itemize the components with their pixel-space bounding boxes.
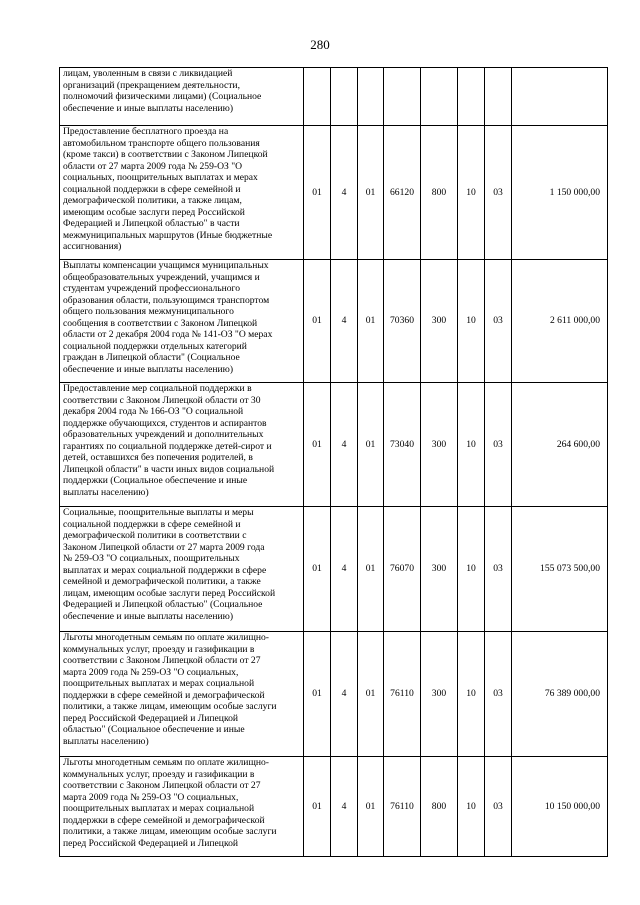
code-subsection: 03 [485, 383, 512, 507]
description-line: поощрительных выплатах и мерах социальной [63, 678, 255, 689]
description-line: марта 2009 года № 259-ОЗ "О социальных, [63, 791, 239, 803]
code-main-activity: 01 [358, 757, 384, 857]
code-expense-type [421, 68, 458, 126]
code-expense-type: 800 [421, 757, 458, 857]
code-subprogram: 4 [331, 260, 358, 383]
description-line: политики, а также лицам, имеющим особые заслуги [63, 826, 277, 837]
description-line: социальной поддержки в сфере семейной и [63, 183, 241, 195]
description-line: организаций (прекращением деятельности, [63, 79, 240, 91]
description-line: общего пользования межмуниципального [63, 306, 234, 317]
description-line: Социальные, поощрительные выплаты и меры [63, 507, 254, 518]
row-amount: 1 150 000,00 [512, 126, 608, 260]
row-description [60, 260, 304, 383]
budget-table [59, 67, 608, 857]
description-line: поддержки (Социальное обеспечение и иные [63, 475, 248, 486]
description-line: выплаты населению) [63, 735, 149, 747]
description-line: поддержки в сфере семейной и демографической [63, 814, 265, 826]
code-expense-type: 300 [421, 383, 458, 507]
description-line: соответствии с Законом Липецкой области от 30 [63, 394, 261, 406]
code-subprogram: 4 [331, 507, 358, 632]
code-direction: 76110 [384, 757, 421, 857]
code-section: 10 [458, 507, 485, 632]
code-program [304, 68, 331, 126]
code-main-activity: 01 [358, 126, 384, 260]
description-line: Выплаты компенсации учащимся муниципальных [63, 260, 269, 271]
code-subsection: 03 [485, 632, 512, 757]
code-main-activity: 01 [358, 507, 384, 632]
description-line: поддержки в сфере семейной и демографической [63, 689, 265, 701]
description-line: № 259-ОЗ "О социальных, поощрительных [63, 553, 240, 564]
code-subprogram: 4 [331, 632, 358, 757]
code-program: 01 [304, 383, 331, 507]
description-line: обеспечение и иные выплаты населению) [63, 102, 234, 114]
table-row [60, 757, 608, 857]
description-line: Предоставление мер социальной поддержки в [63, 383, 252, 394]
description-line: семейной и демографической политики, а также [63, 576, 261, 587]
description-line: областью" (Социальное обеспечение и иные [63, 724, 245, 735]
description-line: сообщения в соответствии с Законом Липецкой [63, 317, 258, 329]
row-description [60, 68, 304, 126]
description-line: Федерацией и Липецкой областью" в части [63, 218, 240, 229]
row-amount: 155 073 500,00 [512, 507, 608, 632]
row-amount: 264 600,00 [512, 383, 608, 507]
code-program: 01 [304, 757, 331, 857]
description-line: поощрительных выплатах и мерах социальной [63, 803, 255, 814]
description-line: Законом Липецкой области от 27 марта 2009 года [63, 541, 265, 553]
description-line: образовательных учреждений и дополнительных [63, 429, 264, 440]
code-subprogram: 4 [331, 757, 358, 857]
description-line: полномочий физическими лицами) (Социальное [63, 91, 262, 102]
description-line: демографической политики в соответствии с [63, 530, 247, 541]
table-row [60, 507, 608, 632]
code-main-activity: 01 [358, 260, 384, 383]
description-line: Льготы многодетным семьям по оплате жилищно- [63, 632, 269, 643]
description-line: Федерацией и Липецкой областью" (Социальное [63, 599, 263, 610]
description-line: детей, оставшихся без попечения родителей, в [63, 452, 253, 463]
code-section: 10 [458, 260, 485, 383]
description-line: межмуниципальных маршрутов (Иные бюджетные [63, 229, 273, 241]
description-line: политики, а также лицам, имеющим особые заслуги [63, 701, 277, 712]
code-direction: 66120 [384, 126, 421, 260]
description-line: социальных, поощрительных выплатах и мерах [63, 172, 258, 183]
table-row [60, 383, 608, 507]
description-line: гарантиях по социальной поддержке детей-сирот и [63, 440, 272, 452]
description-line: выплаты населению) [63, 486, 149, 498]
description-line: (кроме такси) в соответствии с Законом Липецкой [63, 149, 268, 160]
code-expense-type: 800 [421, 126, 458, 260]
code-section [458, 68, 485, 126]
description-line: общеобразовательных учреждений, учащимся и [63, 271, 260, 283]
description-line: соответствии с Законом Липецкой области от 27 [63, 780, 261, 791]
description-line: коммунальных услуг, проезду и газификации в [63, 768, 255, 780]
description-line: граждан в Липецкой области" (Социальное [63, 352, 240, 363]
code-subprogram: 4 [331, 383, 358, 507]
code-subprogram [331, 68, 358, 126]
code-section: 10 [458, 632, 485, 757]
page-number: 280 [310, 37, 330, 52]
description-line: ассигнования) [63, 241, 122, 252]
code-main-activity: 01 [358, 632, 384, 757]
code-expense-type: 300 [421, 260, 458, 383]
description-line: поддержке обучающихся, студентов и аспирантов [63, 417, 267, 429]
code-section: 10 [458, 757, 485, 857]
code-program: 01 [304, 126, 331, 260]
description-line: обеспечение и иные выплаты населению) [63, 363, 234, 375]
code-subsection [485, 68, 512, 126]
table-row [60, 68, 608, 126]
code-subsection: 03 [485, 507, 512, 632]
description-line: области от 27 марта 2009 года № 259-ОЗ "О [63, 160, 243, 172]
code-expense-type: 300 [421, 507, 458, 632]
table-row [60, 126, 608, 260]
code-subsection: 03 [485, 126, 512, 260]
table-row [60, 260, 608, 383]
code-direction: 76070 [384, 507, 421, 632]
code-program: 01 [304, 260, 331, 383]
code-section: 10 [458, 383, 485, 507]
description-line: автомобильном транспорте общего пользования [63, 137, 260, 149]
description-line: студентам учреждений профессионального [63, 283, 241, 294]
code-program: 01 [304, 632, 331, 757]
description-line: лицам, уволенным в связи с ликвидацией [63, 68, 233, 79]
row-description [60, 383, 304, 507]
code-direction: 76110 [384, 632, 421, 757]
row-amount: 76 389 000,00 [512, 632, 608, 757]
code-subsection: 03 [485, 260, 512, 383]
description-line: области от 2 декабря 2004 года № 141-ОЗ "О мерах [63, 329, 273, 340]
description-line: образования области, пользующимся транспортом [63, 294, 270, 306]
description-line: демографической политики, а также лицам, [63, 195, 242, 206]
description-line: декабря 2004 года № 166-ОЗ "О социальной [63, 406, 244, 417]
description-line: социальной поддержки в сфере семейной и [63, 518, 241, 530]
code-expense-type: 300 [421, 632, 458, 757]
row-amount: 10 150 000,00 [512, 757, 608, 857]
row-description [60, 126, 304, 260]
row-description [60, 507, 304, 632]
row-description [60, 757, 304, 857]
description-line: перед Российской Федерацией и Липецкой [63, 712, 239, 724]
description-line: имеющим особые заслуги перед Российской [63, 206, 245, 218]
row-description [60, 632, 304, 757]
description-line: выплатах и мерах социальной поддержки в сфере [63, 564, 267, 576]
code-main-activity: 01 [358, 383, 384, 507]
code-direction: 70360 [384, 260, 421, 383]
description-line: коммунальных услуг, проезду и газификации в [63, 643, 255, 655]
description-line: обеспечение и иные выплаты населению) [63, 610, 234, 622]
description-line: марта 2009 года № 259-ОЗ "О социальных, [63, 666, 239, 678]
code-direction [384, 68, 421, 126]
description-line: Липецкой области" в части иных видов социальной [63, 463, 275, 475]
description-line: Льготы многодетным семьям по оплате жилищно- [63, 757, 269, 768]
row-amount: 2 611 000,00 [512, 260, 608, 383]
code-main-activity [358, 68, 384, 126]
description-line: лицам, имеющим особые заслуги перед Российской [63, 587, 276, 599]
description-line: социальной поддержки отдельных категорий [63, 340, 247, 352]
description-line: перед Российской Федерацией и Липецкой [63, 837, 239, 849]
table-row [60, 632, 608, 757]
code-section: 10 [458, 126, 485, 260]
code-program: 01 [304, 507, 331, 632]
code-direction: 73040 [384, 383, 421, 507]
code-subprogram: 4 [331, 126, 358, 260]
description-line: Предоставление бесплатного проезда на [63, 126, 229, 137]
code-subsection: 03 [485, 757, 512, 857]
row-amount [512, 68, 608, 126]
description-line: соответствии с Законом Липецкой области от 27 [63, 655, 261, 666]
